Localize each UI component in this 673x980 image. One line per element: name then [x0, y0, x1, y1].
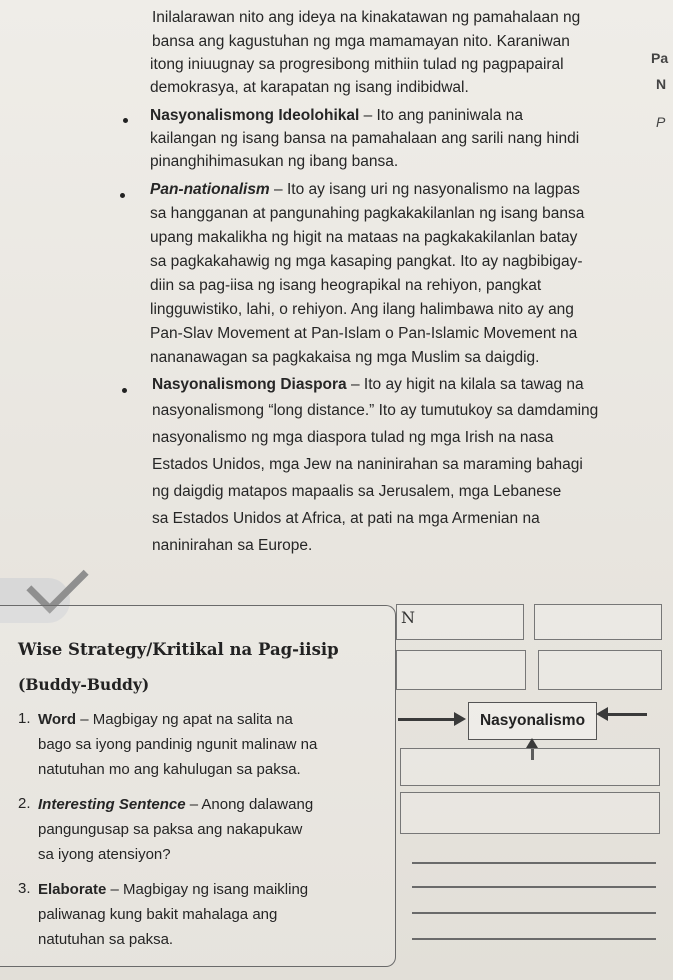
answer-line-1 [412, 862, 656, 864]
pan-line-8: nananawagan sa pagkakaisa ng mga Muslim sa daigdig. [150, 349, 540, 366]
center-box-nasyonalismo: Nasyonalismo [468, 702, 597, 740]
intro-line-4: demokrasya, at karapatan ng isang indibidwal. [150, 79, 469, 96]
item-2-label: Interesting Sentence [38, 796, 186, 813]
item-3-label: Elaborate [38, 881, 107, 898]
map-box-top-left [396, 604, 524, 640]
pan-line-7: Pan-Slav Movement at Pan-Islam o Pan-Islamic Movement na [150, 325, 578, 342]
pan-line-1: Pan-nationalism – Ito ay isang uri ng nasyonalismo na lagpas [150, 181, 580, 198]
item-1-line-2: bago sa iyong pandinig ngunit malinaw na [38, 736, 318, 753]
item-3-line-1: Elaborate – Magbigay ng isang maikling [38, 881, 309, 898]
pan-line-4: sa pagkakahawig ng mga kasaping pangkat. Ito ay nagbibigay- [150, 253, 583, 270]
left-pointing-arrow-icon [596, 707, 608, 721]
bullet-pan-nationalism [120, 193, 125, 198]
item-1-label: Word [38, 711, 77, 728]
intro-line-2: bansa ang kagustuhan ng mga mamamayan nito. Karaniwan [152, 33, 570, 50]
answer-line-3 [412, 912, 656, 914]
pan-line-6: lingguwistiko, lahi, o rehiyon. Ang ilang halimbawa nito ay ang [150, 301, 574, 318]
pan-line-2: sa hangganan at pangunahing pagkakakilanlan ng isang bansa [150, 205, 585, 222]
diaspora-line-7: naninirahan sa Europe. [152, 537, 313, 554]
map-box-lower-2 [400, 792, 660, 834]
left-arrow-line [398, 718, 456, 721]
diaspora-line-4: Estados Unidos, mga Jew na naninirahan sa maraming bahagi [152, 456, 583, 473]
diaspora-line-6: sa Estados Unidos at Africa, at pati na mga Armenian na [152, 510, 540, 527]
item-3-number: 3. [18, 880, 31, 897]
diaspora-term: Nasyonalismong Diaspora [152, 376, 347, 393]
map-box-mid-right [538, 650, 662, 690]
right-arrow-line [607, 713, 647, 716]
diaspora-line-5: ng daigdig matapos mapaalis sa Jerusalem, mga Lebanese [152, 483, 562, 500]
activity-subtitle: (Buddy-Buddy) [18, 675, 150, 694]
ideolohikal-line-3: pinanghihimasukan ng ibang bansa. [150, 153, 399, 170]
ideolohikal-term: Nasyonalismong Ideolohikal [150, 107, 360, 124]
item-3-line-3: natutuhan sa paksa. [38, 931, 174, 948]
item-1-line-3: natutuhan mo ang kahulugan sa paksa. [38, 761, 301, 778]
handwritten-mark: N [401, 608, 415, 627]
intro-line-1: Inilalarawan nito ang ideya na kinakatawan ng pamahalaan ng [152, 9, 581, 26]
bullet-diaspora [122, 388, 127, 393]
item-1-line-1: Word – Magbigay ng apat na salita na [38, 711, 293, 728]
side-letter-3: P [656, 114, 666, 130]
item-2-line-1: Interesting Sentence – Anong dalawang [38, 796, 314, 813]
side-letter-1: Pa [651, 50, 669, 66]
item-3-line-2: paliwanag kung bakit mahalaga ang [38, 906, 278, 923]
up-arrow-icon [526, 738, 538, 748]
item-2-line-3: sa iyong atensiyon? [38, 846, 171, 863]
intro-line-3: itong iniuugnay sa progresibong mithiin tulad ng pagpapairal [150, 56, 564, 73]
map-box-lower-1 [400, 748, 660, 786]
diaspora-line-2: nasyonalismong “long distance.” Ito ay tumutukoy sa damdaming [152, 402, 599, 419]
right-pointing-arrow-icon [454, 712, 466, 726]
pan-term: Pan-nationalism [150, 181, 270, 198]
item-2-line-2: pangungusap sa paksa ang nakapukaw [38, 821, 303, 838]
ideolohikal-line-2: kailangan ng isang bansa na pamahalaan ang sarili nang hindi [150, 130, 580, 147]
activity-title: Wise Strategy/Kritikal na Pag-iisip [18, 640, 339, 659]
pan-line-5: diin sa pag-iisa ng isang heograpikal na rehiyon, pangkat [150, 277, 542, 294]
side-letter-2: N [656, 76, 667, 92]
answer-line-2 [412, 886, 656, 888]
bullet-ideolohikal [123, 118, 128, 123]
diaspora-line-3: nasyonalismo ng mga diaspora tulad ng mga Irish na nasa [152, 429, 554, 446]
answer-line-4 [412, 938, 656, 940]
map-box-top-right [534, 604, 662, 640]
pan-line-3: upang makalikha ng higit na mataas na pagkakakilanlan batay [150, 229, 578, 246]
item-2-number: 2. [18, 795, 31, 812]
ideolohikal-line-1: Nasyonalismong Ideolohikal – Ito ang paniniwala na [150, 107, 524, 124]
diaspora-line-1: Nasyonalismong Diaspora – Ito ay higit na kilala sa tawag na [152, 376, 584, 393]
map-box-mid-left [396, 650, 526, 690]
item-1-number: 1. [18, 710, 31, 727]
